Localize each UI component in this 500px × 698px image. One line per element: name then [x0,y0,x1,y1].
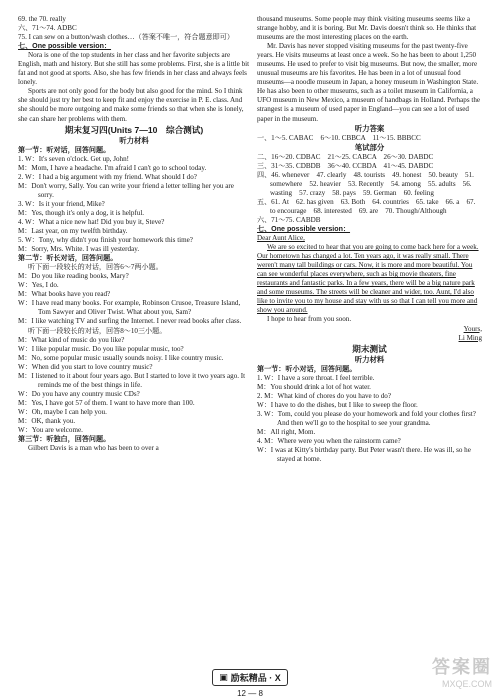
book-icon: ▣ [219,672,228,682]
left-text-line: 期末复习四(Units 7—10 综合测试) [64,124,204,135]
right-text-line: W：I have to do the dishes, but I like to sweep the floor. [257,400,418,409]
right-text-line: 笔试部分 [354,142,385,152]
left-text-line: M：I like watching TV and surfing the Internet. I never read books after class. [18,317,242,326]
left-text-line: W：You are welcome. [18,426,83,435]
right-text-line: 七、One possible version： [257,224,351,233]
right-text-line: 3. W：Tom, could you please do your homework and fold your clothes first? And then we'll go to the hospital to see your grandma. [257,409,476,427]
right-text-line: thousand museums. Some people may think visiting museums seems like a strange hobby, and it is boring. But Mr. Davis doesn't think so. He thinks that museums are the most interesting places on the earth. [257,15,477,42]
left-column [18,15,250,453]
right-text-line: 三、31～35. CDBDB 36～40. CCBDA 41～45. DABDC [257,161,434,170]
right-text-line: Dear Aunt Alice, [257,234,305,243]
watermark-title: 答案圈 [432,657,492,677]
left-text-line: 3. W：Is it your friend, Mike? [18,199,105,208]
page-number: 12 — 8 [237,689,263,698]
left-text-line: 69. the 70. really [18,15,66,23]
left-text-line: M：Do you like reading books, Mary? [18,272,129,281]
left-text-line: 听下面一段较长的对话，回答6～7两小题。 [28,263,163,272]
left-text-line: W：When did you start to love country music? [18,362,153,371]
left-text-line: 75. I can sew on a button/wash clothes…（答案不唯一，符合题意即可） [18,33,234,42]
left-text-line: 听力材料 [119,135,149,145]
right-text-line: 五、61. At 62. has given 63. Both 64. countries 65. take 66. a 67. to encourage 68. interested 69. are 70. Though/Although [257,197,476,215]
right-text-line: 听力答案 [354,123,385,133]
watermark-url: MXQE.COM [441,679,492,689]
right-text-line: 期末测试 [352,343,387,354]
left-text-line: M：Yes, I have got 57 of them. I want to have more than 100. [18,398,195,407]
right-text-line: 听力材料 [354,354,385,364]
left-text-line: W：I have read many books. For example, Robinson Crusoe, Treasure Island, Tom Sawyer and Oliver Twist. What about you, Sam? [18,299,241,317]
right-text-line: M：You should drink a lot of hot water. [257,382,371,391]
brand-badge [212,669,288,686]
right-text-line: We are so excited to hear that you are going to come back here for a week. Our hometown has changed a lot. Ten years ago, it was really small. There weren't many tall buildings or cars. Now, it is more and more beautiful. You can see wonderful places everywhere, such as big movie theaters, fine restaurants and fantastic parks. In a few years, there will be a big nature park and some museums. The streets will be cleaner and wider, too. Aunt, I'd also like to invite you to my house and stay with us so that I can tell you more and show you around. [257,243,479,315]
right-text-line: 4. M：Where were you when the rainstorm came? [257,436,401,445]
left-text-line: 第一节：听对话，回答问题。 [18,145,111,154]
left-text-line: 5. W：Tony, why didn't you finish your homework this time? [18,236,193,245]
left-text-line: M：What books have you read? [18,290,111,299]
left-text-line: 1. W：It's seven o'clock. Get up, John! [18,154,129,163]
left-text-line: M：Don't worry, Sally. You can write your friend a letter telling her you are sorry. [18,181,234,199]
left-text-line: 七、One possible version： [18,42,112,51]
left-text-line: 第三节：听独白，回答问题。 [18,435,111,444]
right-column [257,15,482,464]
left-text-line: Gilbert Davis is a man who has been to over a [28,444,159,453]
left-text-line: 第二节：听长对话，回答问题。 [18,254,118,263]
brand-label: 励耘精品 · X [230,673,281,683]
right-text-line: 1. W：I have a sore throat. I feel terrible. [257,373,375,382]
right-text-line: 一、1～5. CABAC 6～10. CBBCA 11～15. BBBCC [257,133,421,142]
left-text-line: W：I like popular music. Do you like popular music, too? [18,344,184,353]
left-text-line: M：No, some popular music usually sounds noisy. I like country music. [18,353,224,362]
right-text-line: 四、46. whenever 47. clearly 48. tourists 49. honest 50. beauty 51. somewhere 52. heavier 53. Recently 54. among 55. adults 56. wasting 57. crazy 58. pays 59. German 60. feeling [257,170,474,197]
left-text-line: Sports are not only good for the body but also good for the mind. So I think she should just try her best to keep fit and enjoy the exercise in P. E. class. And she should be more outgoing and make some friends so that when she is lonely, she can share her problems with them. [18,87,244,123]
right-text-line: M：All right, Mom. [257,427,316,436]
right-text-line: W：I was at Kitty's birthday party. But Peter wasn't there. He was ill, so he stayed at home. [257,446,471,464]
left-text-line: M：Yes, though it's only a dog, it is helpful. [18,208,145,217]
watermark [432,653,492,689]
left-text-line: 听下面一段较长的对话，回答8～10三小题。 [28,326,167,335]
right-text-line: I hope to hear from you soon. [267,315,352,324]
right-text-line: Yours, [463,324,482,333]
right-text-line: 六、71～75. CABDB [257,215,321,224]
left-text-line: M：Mom, I have a headache. I'm afraid I can't go to school today. [18,163,207,172]
left-text-line: M：Sorry, Mrs. White. I was ill yesterday. [18,245,140,254]
right-text-line: 2. M：What kind of chores do you have to do? [257,391,391,400]
left-text-line: 2. W：I had a big argument with my friend. What should I do? [18,172,197,181]
left-text-line: W：Do you have any country music CDs? [18,389,140,398]
right-text-line: Li Ming [458,333,482,342]
left-text-line: 4. W：What a nice new hat! Did you buy it, Steve? [18,217,165,226]
left-text-line: M：Last year, on my twelfth birthday. [18,226,128,235]
left-text-line: M：OK, thank you. [18,416,76,425]
left-text-line: W：Yes, I do. [18,281,59,290]
right-text-line: 二、16～20. CDBAC 21～25. CABCA 26～30. DABDC [257,152,434,161]
left-text-line: 六、71～74. ADBC [18,24,77,33]
right-text-line: 第一节：听小对话，回答问题。 [257,364,357,373]
left-text-line: M：I listened to it about four years ago. But I started to love it two years ago. It reminds me of the best things in life. [18,371,246,389]
left-text-line: Nora is one of the top students in her class and her favorite subjects are English, math and history. But she still has some problems. First, she is a little bit fat and not good at sports. Also, she has few friends in her class and always feels lonely. [18,51,250,87]
left-text-line: M：What kind of music do you like? [18,335,125,344]
page-footer [0,667,500,698]
right-text-line: Mr. Davis has never stopped visiting museums for the past twenty-five years. He visits museums at least once a week. So he has been to about 1,250 museums. He used to prefer to visit big museums. But now, the smaller, more unusual museums are his favorites. He has been in a lot of unusual food museums—a noodle museum in Japan, a honey museum in Washington State. He has also been to other museums, such as a toilet museum in California, a UFO museum in New Mexico, a museum of handbags in Holland. Perhaps the strangest is a museum of used paper in England—you can see a lot of used paper in the museum. [257,42,481,123]
left-text-line: W：Oh, maybe I can help you. [18,407,107,416]
